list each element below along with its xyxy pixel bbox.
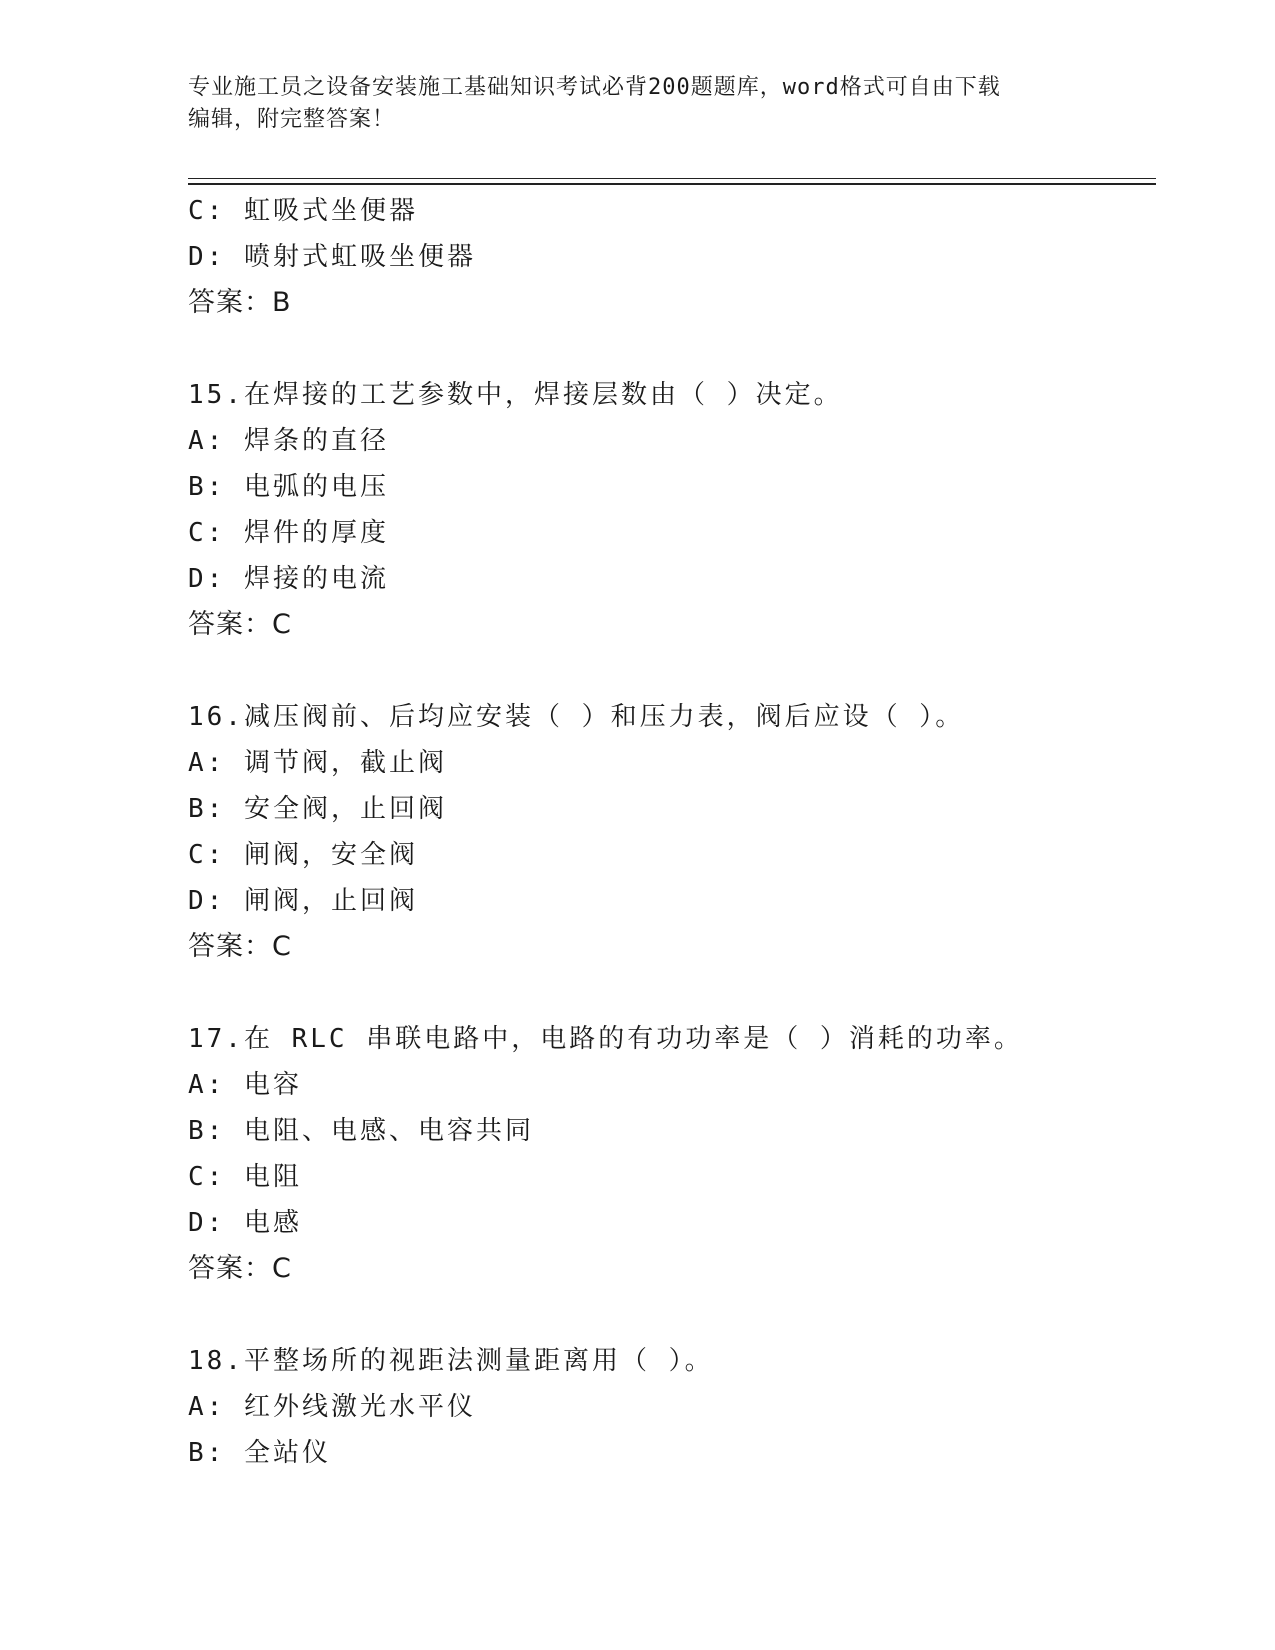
option-d: D: 闸阀，止回阀 [188,886,418,916]
answer-line: 答案：C [188,1253,292,1284]
option-b: B: 电阻、电感、电容共同 [188,1116,534,1146]
option-c: C: 焊件的厚度 [188,518,389,548]
header-rule-thin [188,178,1156,179]
option-a: A: 红外线激光水平仪 [188,1392,476,1422]
header-line-2: 编辑，附完整答案！ [188,107,396,132]
option-b: B: 安全阀，止回阀 [188,794,447,824]
header-line-1: 专业施工员之设备安装施工基础知识考试必背200题题库，word格式可自由下载 [188,75,1001,100]
question-18 [188,1338,1156,1476]
answer-line: 答案：C [188,609,292,640]
option-b: B: 电弧的电压 [188,472,389,502]
question-16 [188,694,1156,970]
answer-line: 答案：B [188,287,292,318]
option-c: C: 虹吸式坐便器 [188,196,418,226]
option-a: A: 调节阀，截止阀 [188,748,447,778]
option-d: D: 喷射式虹吸坐便器 [188,242,476,272]
header-rule-thick [188,183,1156,185]
answer-line: 答案：C [188,931,292,962]
document-header [188,72,1088,136]
option-b: B: 全站仪 [188,1438,331,1468]
question-15 [188,372,1156,648]
question-14-continued [188,188,1156,326]
option-c: C: 闸阀，安全阀 [188,840,418,870]
option-a: A: 电容 [188,1070,302,1100]
option-d: D: 焊接的电流 [188,564,389,594]
question-stem: 17.在 RLC 串联电路中，电路的有功功率是（ ）消耗的功率。 [188,1024,1023,1054]
question-stem: 16.减压阀前、后均应安装（ ）和压力表，阀后应设（ ）。 [188,702,965,732]
option-a: A: 焊条的直径 [188,426,389,456]
question-stem: 18.平整场所的视距法测量距离用（ ）。 [188,1346,714,1376]
option-d: D: 电感 [188,1208,302,1238]
question-17 [188,1016,1156,1292]
question-body [188,188,1156,1476]
option-c: C: 电阻 [188,1162,302,1192]
question-stem: 15.在焊接的工艺参数中，焊接层数由（ ）决定。 [188,380,843,410]
